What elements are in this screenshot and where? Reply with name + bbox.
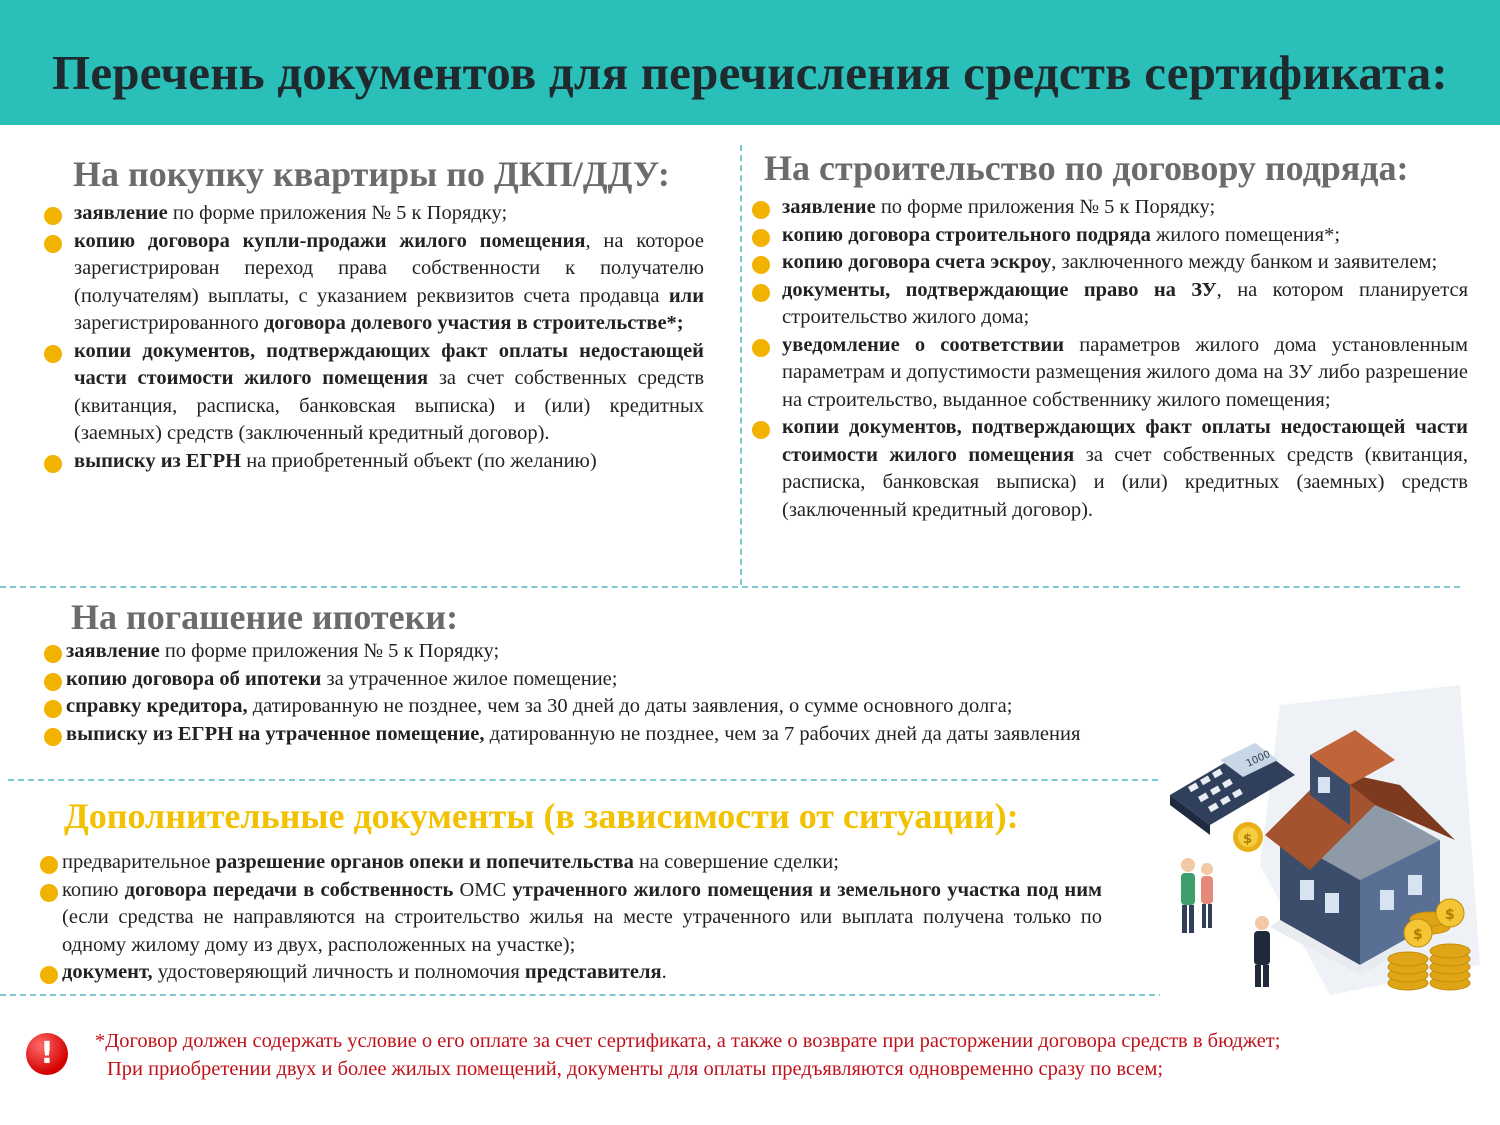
bold-text: заявление xyxy=(66,640,160,662)
svg-text:$: $ xyxy=(1413,927,1423,943)
text: по форме приложения № 5 к Порядку; xyxy=(159,640,500,662)
bold-text: копию договора строительного подряда xyxy=(782,223,1151,246)
list-item xyxy=(752,414,1468,524)
text: на приобретенный объект (по желанию) xyxy=(241,449,597,472)
page-title: Перечень документов для перечисления средств сертификата: xyxy=(52,45,1448,100)
bold-text: копии документов, подтверждающих факт оплаты недостающей части стоимости жилого помещения xyxy=(74,339,704,389)
list-item xyxy=(44,721,1224,749)
text: (если средства не направляются на строительство жилья на месте утраченного или выплата получена только по одному жилому дому из двух, расположенных на участке); xyxy=(62,906,1102,956)
list-item xyxy=(40,959,1102,987)
section-title-mortgage: На погашение ипотеки: xyxy=(71,597,459,637)
bullet-dot-icon xyxy=(44,645,62,663)
bullet-dot-icon xyxy=(44,235,62,253)
text: зарегистрированного xyxy=(74,312,264,334)
bold-text: копию договора купли-продажи жилого помещения xyxy=(74,229,586,252)
bullet-dot-icon xyxy=(752,284,770,302)
bold-text: выписку из ЕГРН на утраченное помещение, xyxy=(66,722,485,745)
bold-text: или xyxy=(668,284,704,307)
list-item xyxy=(40,877,1102,960)
bold-text: договора передачи в собственность xyxy=(124,878,454,901)
divider-bottom xyxy=(0,994,1165,996)
list-item xyxy=(44,200,704,228)
bullet-dot-icon xyxy=(44,207,62,225)
bold-text: разрешение органов опеки и попечительства xyxy=(215,851,634,873)
bullet-dot-icon xyxy=(44,673,62,691)
bold-text: заявление xyxy=(782,196,876,218)
text: датированную не позднее, чем за 30 дней до даты заявления, о сумме основного долга; xyxy=(247,695,1013,717)
text: датированную не позднее, чем за 7 рабочих дней да даты заявления xyxy=(484,722,1081,745)
text: . xyxy=(661,961,667,983)
divider-top xyxy=(0,586,1460,588)
column-divider xyxy=(740,145,742,585)
list-item xyxy=(752,249,1468,277)
bold-text: уведомление о соответствии xyxy=(782,333,1065,356)
footnote-line-1: *Договор должен содержать условие о его оплате за счет сертификата, а также о возврате при расторжении договора средств в бюджет; xyxy=(95,1030,1281,1052)
calculator-display: 1000 xyxy=(1244,748,1273,770)
bullet-dot-icon xyxy=(752,339,770,357)
bold-text: заявление xyxy=(74,202,168,224)
list-item xyxy=(752,194,1468,222)
additional-list xyxy=(40,849,1102,987)
text: ОМС xyxy=(453,878,513,901)
list-item xyxy=(44,338,704,448)
bold-text: копии документов, подтверждающих факт оплаты недостающей части стоимости жилого помещения xyxy=(782,416,1468,466)
text: за счет собственных средств (квитанция, расписка, банковская выписка) и (или) кредитных (заемных) средств (заключенный кредитный договор). xyxy=(74,367,704,444)
construction-list xyxy=(752,194,1468,524)
bold-text: справку кредитора, xyxy=(66,695,248,717)
bullet-dot-icon xyxy=(752,229,770,247)
text: по форме приложения № 5 к Порядку; xyxy=(875,196,1216,218)
bold-text: представителя xyxy=(524,961,662,983)
bullet-dot-icon xyxy=(752,201,770,219)
text: , заключенного между банком и заявителем; xyxy=(1051,251,1438,273)
house-finance-illustration xyxy=(1160,665,1490,1010)
bullet-dot-icon xyxy=(40,884,58,902)
text: за утраченное жилое помещение; xyxy=(321,667,618,690)
list-item xyxy=(44,228,704,338)
list-item xyxy=(44,693,1224,721)
bullet-dot-icon xyxy=(752,256,770,274)
bullet-dot-icon xyxy=(44,455,62,473)
bullet-dot-icon xyxy=(44,345,62,363)
text: по форме приложения № 5 к Порядку; xyxy=(167,202,508,224)
list-item xyxy=(44,666,1224,694)
bullet-dot-icon xyxy=(40,856,58,874)
svg-text:$: $ xyxy=(1243,832,1253,847)
list-item xyxy=(752,332,1468,415)
footnote xyxy=(95,1028,1475,1083)
bold-text: документы, подтверждающие право на ЗУ xyxy=(782,278,1217,301)
section-title-purchase: На покупку квартиры по ДКП/ДДУ: xyxy=(73,154,670,194)
bold-text: утраченного жилого помещения и земельного участка под ним xyxy=(512,878,1102,901)
bold-text: копию договора счета эскроу xyxy=(782,251,1052,273)
list-item xyxy=(44,638,1224,666)
header-banner xyxy=(0,0,1500,125)
warning-icon: ! xyxy=(26,1033,68,1075)
bullet-dot-icon xyxy=(44,700,62,718)
text: на совершение сделки; xyxy=(633,851,839,873)
text: копию xyxy=(62,878,125,901)
bold-text: выписку из ЕГРН xyxy=(74,449,242,472)
list-item xyxy=(44,448,704,476)
divider-middle xyxy=(8,779,1168,781)
list-item xyxy=(752,277,1468,332)
bold-text: документ, xyxy=(62,961,153,983)
list-item xyxy=(40,849,1102,877)
list-item xyxy=(752,222,1468,250)
text: предварительное xyxy=(62,851,216,873)
coin-icon xyxy=(1233,822,1263,852)
bullet-dot-icon xyxy=(44,728,62,746)
footnote-line-2: При приобретении двух и более жилых помещений, документы для оплаты предъявляются одновременно сразу по всем; xyxy=(107,1057,1164,1080)
mortgage-list xyxy=(44,638,1224,748)
text: , на котором планируется строительство жилого дома; xyxy=(782,278,1468,328)
section-title-additional: Дополнительные документы (в зависимости от ситуации): xyxy=(64,796,1019,836)
section-title-construction: На строительство по договору подряда: xyxy=(764,148,1409,188)
svg-text:$: $ xyxy=(1445,907,1455,923)
purchase-list xyxy=(44,200,704,475)
text: параметров жилого дома установленным параметрам и допустимости размещения жилого дома на ЗУ либо разрешение на строительство, выданное собственнику жилого помещения; xyxy=(782,333,1468,411)
text: за счет собственных средств (квитанция, расписка, банковская выписка) и (или) кредитных (заемных) средств (заключенный кредитный договор). xyxy=(782,443,1468,521)
bold-text: копию договора об ипотеки xyxy=(66,667,322,690)
bullet-dot-icon xyxy=(40,966,58,984)
bold-text: договора долевого участия в строительстве*; xyxy=(263,312,684,334)
text: , на которое зарегистрирован переход права собственности к получателю (получателям) выплаты, с указанием реквизитов счета продавца xyxy=(74,229,704,307)
bullet-dot-icon xyxy=(752,421,770,439)
text: жилого помещения*; xyxy=(1150,223,1341,246)
text: удостоверяющий личность и полномочия xyxy=(152,961,525,983)
